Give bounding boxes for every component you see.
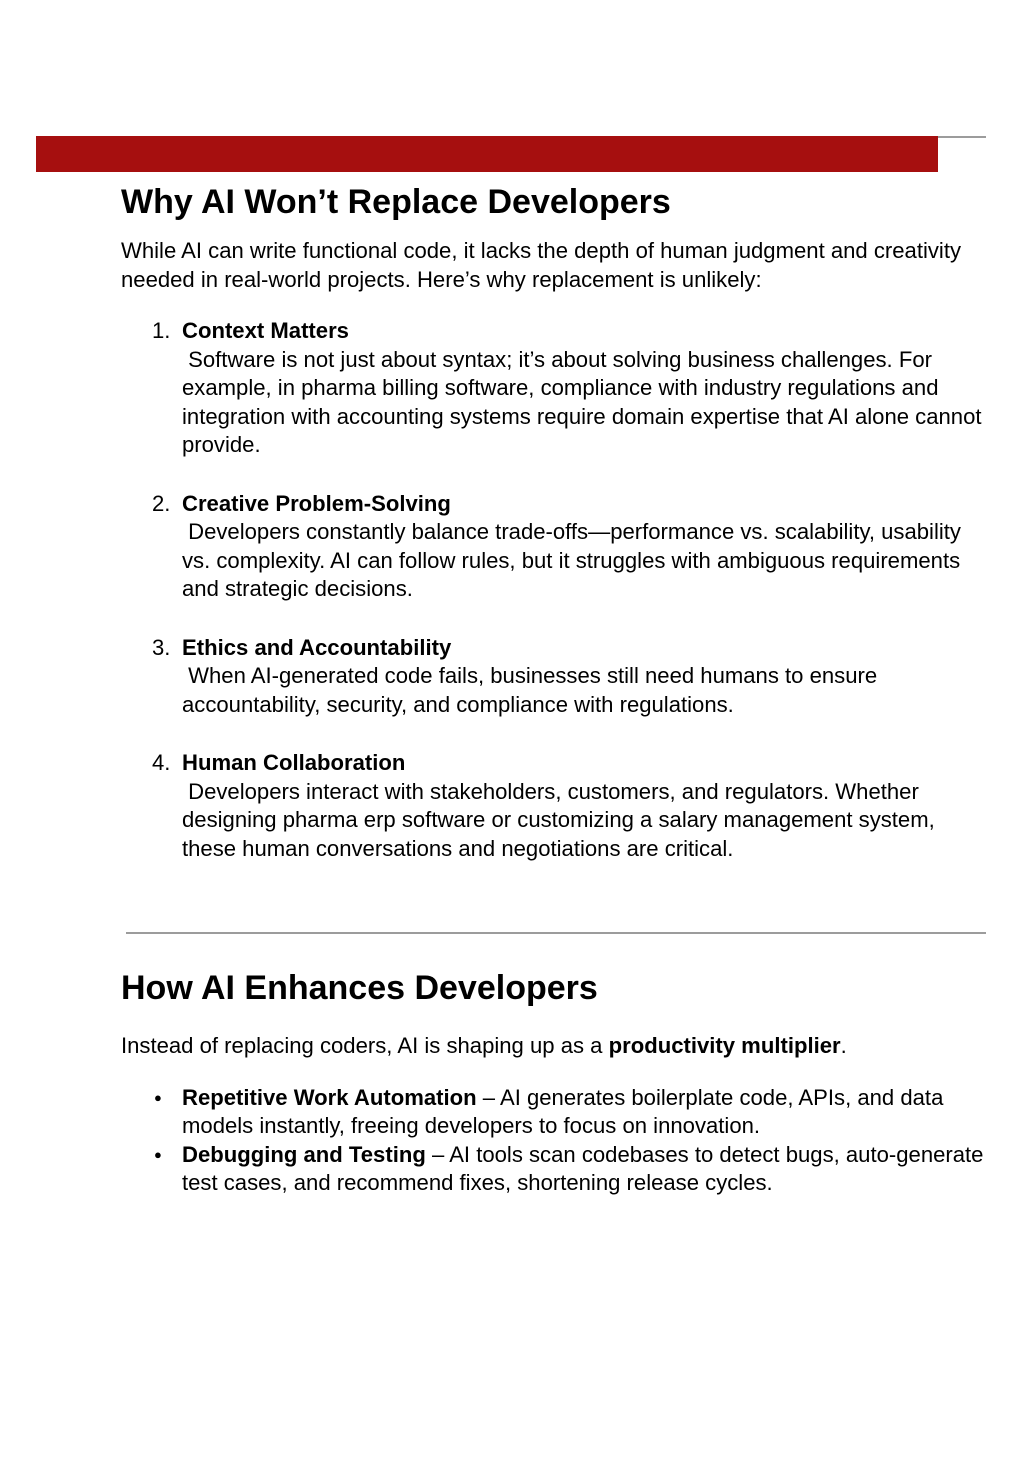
bullet-dot-icon: ● — [154, 1146, 162, 1162]
bullet-item-title: Debugging and Testing — [182, 1141, 426, 1167]
list-number: 3. — [152, 634, 171, 660]
list-item — [121, 749, 989, 863]
bullet-item — [121, 1141, 989, 1198]
bullet-item — [121, 1084, 989, 1141]
section2-intro-prefix: Instead of replacing coders, AI is shaping up as a — [121, 1033, 609, 1058]
list-item-body: Software is not just about syntax; it’s about solving business challenges. For example, in pharma billing software, compliance with industry regulations and integration with accounting systems require domain expertise that AI alone cannot provide. — [182, 346, 988, 457]
list-item — [121, 490, 989, 604]
list-item-title: Context Matters — [182, 318, 349, 343]
list-item — [121, 634, 989, 720]
bullet-item-text: – AI generates boilerplate code, APIs, and data models instantly, freeing developers to focus on innovation. — [182, 1084, 944, 1138]
list-number: 4. — [152, 750, 171, 775]
section2-heading: How AI Enhances Developers — [121, 969, 598, 1007]
list-number: 1. — [152, 318, 171, 343]
section1-heading: Why AI Won’t Replace Developers — [121, 183, 671, 221]
bullet-dot-icon: ● — [154, 1089, 162, 1105]
list-item — [121, 317, 989, 460]
document-body — [121, 136, 989, 1198]
bullet-item-title: Repetitive Work Automation — [182, 1084, 477, 1110]
list-item-title: Human Collaboration — [182, 750, 406, 775]
list-item-body: When AI-generated code fails, businesses still need humans to ensure accountability, security, and compliance with regulations. — [182, 663, 884, 717]
bullet-item-text: – AI tools scan codebases to detect bugs, auto-generate test cases, and recommend fixes, shortening release cycles. — [182, 1141, 984, 1195]
section2-intro-suffix: . — [840, 1033, 847, 1058]
bullet-list — [121, 1084, 989, 1198]
page-top-red-banner — [36, 136, 938, 172]
section1-intro-paragraph: While AI can write functional code, it lacks the depth of human judgment and creativity needed in real-world projects. Here’s why replacement is unlikely: — [121, 238, 962, 292]
section2-intro-paragraph — [121, 1032, 989, 1061]
list-number: 2. — [152, 490, 171, 516]
list-item-body: Developers constantly balance trade-offs—performance vs. scalability, usability vs. complexity. AI can follow rules, but it struggles with ambiguous requirements and strategic decisions. — [182, 519, 968, 601]
list-item-title: Ethics and Accountability — [182, 634, 452, 660]
list-item-body: Developers interact with stakeholders, customers, and regulators. Whether designing pharma erp software or customizing a salary management system, these human conversations and negotiations are critical. — [182, 778, 941, 861]
horizontal-rule-middle — [126, 932, 986, 934]
list-item-title: Creative Problem-Solving — [182, 490, 451, 516]
numbered-list — [121, 317, 989, 893]
section2-intro-bold: productivity multiplier — [608, 1033, 841, 1058]
